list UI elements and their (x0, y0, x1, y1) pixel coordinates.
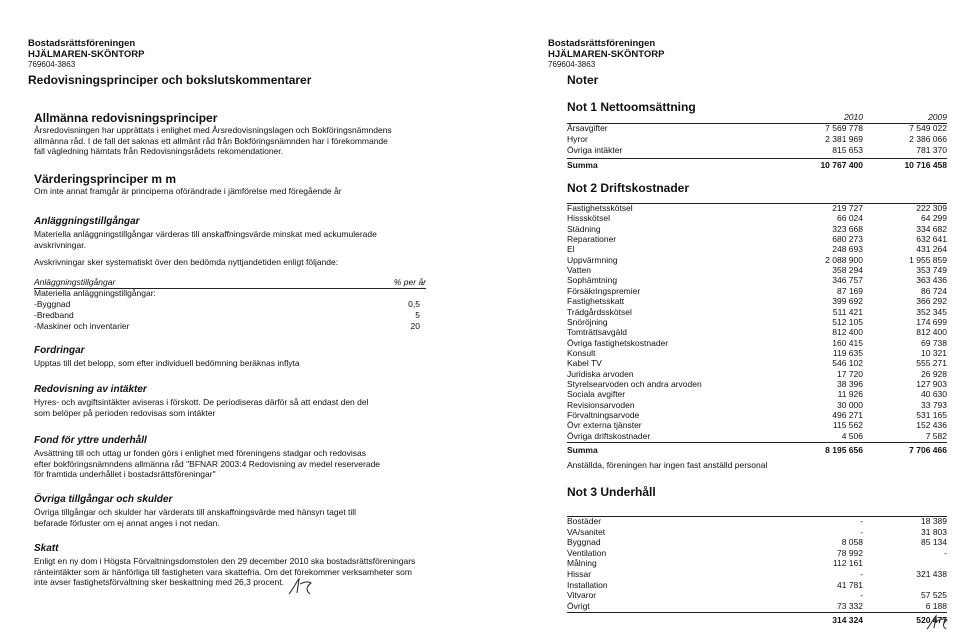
value-2009: 520 477 (916, 615, 947, 626)
value-2010: 399 692 (832, 296, 863, 307)
value-2010: 2 381 969 (825, 134, 863, 145)
note1-years (567, 112, 947, 122)
other-assets-heading: Övriga tillgångar och skulder (34, 494, 173, 505)
left-page-title: Redovisningsprinciper och bokslutskommentarer (28, 73, 312, 87)
other-assets-line-1: Övriga tillgångar och skulder har värderats till anskaffningsvärde med hänsyn taget till (34, 507, 357, 517)
table-row (567, 537, 947, 547)
right-org-line2: HJÄLMAREN-SKÖNTORP (548, 48, 665, 60)
value-2010: 87 169 (837, 285, 863, 296)
other-assets-line-2: befarade förluster om ej annat anges i not nedan. (34, 517, 220, 528)
value-2009: 85 134 (921, 537, 947, 548)
value-2009: 6 188 (925, 600, 947, 611)
row-label: Övrigt (567, 600, 590, 611)
value-2009: 18 389 (921, 516, 947, 526)
total-rule (567, 612, 947, 613)
value-2010: 73 332 (837, 600, 863, 611)
row-label: Revisionsarvoden (567, 399, 635, 410)
receivables-text: Upptas till det belopp, som efter individuell bedömning beräknas inflyta (34, 358, 300, 368)
row-label: Målning (567, 558, 597, 569)
table-row (567, 358, 947, 368)
value-2009: 7 582 (925, 430, 947, 441)
row-label: Reparationer (567, 234, 617, 245)
value-2010: 78 992 (837, 547, 863, 558)
signature-mark-right (924, 614, 952, 632)
table-row (567, 558, 947, 568)
value-2010: 2 088 900 (825, 254, 863, 265)
general-line-2: allmänna råd. I de fall det saknas ett allmänt råd från Bokföringsnämnden har i förekommande (34, 135, 388, 146)
row-value: 5 (415, 310, 420, 320)
receivables-heading: Fordringar (34, 345, 85, 356)
value-2010: 346 757 (832, 275, 863, 286)
row-label: El (567, 244, 575, 255)
note2-heading: Not 2 Driftskostnader (567, 181, 690, 195)
general-heading: Allmänna redovisningsprinciper (34, 111, 218, 125)
value-2009: 33 793 (921, 399, 947, 410)
table-row (567, 516, 947, 526)
value-2009: 7 706 466 (909, 445, 947, 456)
table-row (567, 348, 947, 358)
row-value: 0,5 (408, 299, 420, 309)
right-org-number: 769604-3863 (548, 60, 596, 69)
revenue-heading: Redovisning av intäkter (34, 384, 147, 395)
table-row (567, 317, 947, 327)
value-2009: 363 436 (916, 275, 947, 286)
row-label: Sophämtning (567, 275, 618, 286)
table-row (567, 369, 947, 379)
value-2010: 8 058 (841, 537, 863, 548)
value-2009: 531 165 (916, 410, 947, 420)
row-label: Juridiska arvoden (567, 368, 634, 379)
value-2010: 496 271 (832, 410, 863, 420)
table-row (567, 224, 947, 234)
row-label: Hissskötsel (567, 213, 610, 224)
left-org-number: 769604-3863 (28, 60, 76, 69)
tax-text (34, 556, 415, 588)
fund-line-2: efter bokföringsnämndens allmänna råd "BFNAR 2003:4 Redovisning av medel reserverade (34, 458, 381, 469)
row-label: Byggnad (567, 537, 601, 548)
value-2010: 314 324 (832, 615, 863, 626)
value-2010: 41 781 (837, 579, 863, 590)
value-2010: 160 415 (832, 337, 863, 348)
row-label: Installation (567, 579, 608, 590)
row-label: -Bredband (34, 310, 74, 320)
table-row (34, 299, 426, 309)
depreciation-col-label: Anläggningstillgångar (34, 277, 116, 287)
row-label: VA/sanitet (567, 526, 606, 537)
table-row (567, 379, 947, 389)
value-2010: - (860, 590, 863, 601)
table-row (567, 338, 947, 348)
value-2010: 4 506 (841, 430, 863, 441)
value-2010: 546 102 (832, 358, 863, 369)
table-row (567, 527, 947, 537)
fund-line-3: för framtida underhållet i bostadsrättsföreningar" (34, 469, 216, 479)
fund-text (34, 448, 380, 480)
table-row (567, 286, 947, 296)
row-label: Hissar (567, 569, 592, 579)
table-row (567, 134, 947, 144)
value-2010: 38 396 (837, 378, 863, 389)
value-2010: 11 926 (837, 389, 863, 400)
table-row (567, 213, 947, 223)
value-2009: 26 928 (921, 368, 947, 379)
row-label: Summa (567, 159, 598, 170)
value-2009: 86 724 (921, 285, 947, 296)
value-2010: 323 668 (832, 223, 863, 234)
row-label: Uppvärmning (567, 254, 618, 265)
row-label: Snöröjning (567, 316, 608, 327)
value-2009: 40 630 (921, 389, 947, 400)
value-2009: 10 321 (921, 347, 947, 358)
tax-line-3: inte avser fastighetsförvaltning sker beskattning med 26,3 procent. (34, 577, 284, 587)
value-2010: 512 105 (832, 316, 863, 327)
row-label: Övriga intäkter (567, 145, 623, 156)
value-2009: 352 345 (916, 306, 947, 317)
value-2009: 812 400 (916, 327, 947, 338)
value-2009: 334 682 (916, 223, 947, 234)
row-label: Övriga driftskostnader (567, 430, 651, 441)
value-2009: 57 525 (921, 590, 947, 601)
fixed-assets-line-2: avskrivningar. (34, 239, 86, 250)
table-row (567, 265, 947, 275)
depreciation-header (34, 277, 426, 287)
row-label: Årsavgifter (567, 123, 608, 133)
row-label: -Byggnad (34, 299, 71, 309)
depreciation-group (34, 288, 426, 298)
value-2009: 69 738 (921, 337, 947, 348)
value-2010: 511 421 (832, 306, 863, 317)
depreciation-text: Avskrivningar sker systematiskt över den bedömda nyttjandetiden enligt följande: (34, 257, 339, 267)
row-value: 20 (410, 321, 420, 331)
table-row (567, 275, 947, 285)
table-row (34, 321, 426, 331)
value-2010: 219 727 (832, 203, 863, 213)
value-2010: 812 400 (832, 327, 863, 338)
right-org-line1: Bostadsrättsföreningen (548, 38, 656, 49)
right-org-name (548, 39, 664, 70)
row-label: Trädgårdsskötsel (567, 306, 632, 317)
value-2010: 119 635 (832, 347, 863, 358)
staff-note: Anställda, föreningen har ingen fast anställd personal (567, 460, 768, 470)
table-row (567, 255, 947, 265)
total-rule (567, 442, 947, 443)
depreciation-group-label: Materiella anläggningstillgångar: (34, 288, 156, 298)
right-page-title: Noter (567, 73, 599, 87)
valuation-text: Om inte annat framgår är principerna oförändrade i jämförelse med föregående år (34, 186, 342, 196)
table-row (567, 400, 947, 410)
signature-mark (286, 576, 316, 598)
revenue-line-2: som belöper på perioden redovisas som intäkter (34, 407, 216, 418)
table-row (567, 123, 947, 133)
value-2010: 8 195 656 (825, 445, 863, 456)
value-2009: 353 749 (916, 265, 947, 276)
value-2009: 127 903 (916, 378, 947, 389)
table-row (567, 296, 947, 306)
value-2010: 10 767 400 (820, 159, 863, 170)
revenue-line-1: Hyres- och avgiftsintäkter aviseras i förskott. De periodiseras därför så att endast den del (34, 397, 369, 407)
total-row (567, 445, 947, 455)
value-2010: 7 569 778 (825, 123, 863, 133)
value-2009: 174 699 (916, 316, 947, 327)
total-row (567, 160, 947, 170)
note3-heading: Not 3 Underhåll (567, 485, 656, 499)
value-2010: - (860, 516, 863, 526)
fund-heading: Fond för yttre underhåll (34, 435, 147, 446)
row-label: Konsult (567, 347, 596, 358)
value-2009: 222 309 (916, 203, 947, 213)
table-row (567, 234, 947, 244)
valuation-heading: Värderingsprinciper m m (34, 172, 177, 186)
value-2010: 115 562 (832, 420, 863, 431)
left-org-line1: Bostadsrättsföreningen (28, 38, 136, 49)
value-2010: 112 161 (832, 558, 863, 569)
value-2009: 1 955 859 (909, 254, 947, 265)
value-2009: 431 264 (916, 244, 947, 255)
value-2010: 358 294 (832, 265, 863, 276)
value-2009: 781 370 (916, 145, 947, 156)
tax-line-1: Enligt en ny dom i Högsta Förvaltningsdomstolen den 29 december 2010 ska bostadsrättsföreningars (34, 556, 416, 566)
row-label: Tomträttsavgäld (567, 327, 627, 338)
table-row (567, 203, 947, 213)
value-2010: 66 024 (837, 213, 863, 224)
value-2010: 17 720 (837, 368, 863, 379)
row-label: Hyror (567, 134, 588, 145)
note1-year1: 2010 (844, 112, 863, 122)
row-label: -Maskiner och inventarier (34, 321, 130, 331)
table-row (567, 389, 947, 399)
row-label: Övr externa tjänster (567, 420, 642, 431)
table-row (567, 601, 947, 611)
revenue-text (34, 397, 369, 418)
row-label: Ventilation (567, 547, 607, 558)
table-row (567, 410, 947, 420)
other-assets-text (34, 507, 356, 528)
total-rule (567, 158, 947, 159)
left-org-line2: HJÄLMAREN-SKÖNTORP (28, 48, 145, 60)
value-2009: 10 716 458 (904, 159, 947, 170)
general-text (34, 125, 392, 157)
value-2009: 31 803 (921, 526, 947, 537)
row-label: Fastighetsskatt (567, 296, 625, 307)
fund-line-1: Avsättning till och uttag ur fonden görs i enlighet med föreningens stadgar och redovisas (34, 448, 367, 458)
fixed-assets-line-1: Materiella anläggningstillgångar värderas till anskaffningsvärde minskat med ackumulerade (34, 229, 377, 239)
value-2010: 680 273 (832, 234, 863, 245)
row-label: Vitvaror (567, 590, 597, 601)
table-row (567, 580, 947, 590)
general-line-3: fall vägledning hämtats från Redovisningsrådets rekomendationer. (34, 146, 284, 156)
row-label: Sociala avgifter (567, 389, 626, 400)
general-line-1: Årsredovisningen har upprättats i enlighet med Årsredovisningslagen och Bokföringsnämndens (34, 125, 392, 135)
depreciation-col-value: % per år (393, 277, 426, 287)
row-label: Summa (567, 445, 598, 456)
row-label: Fastighetsskötsel (567, 203, 633, 213)
tax-line-2: ränteintäkter som är hänförliga till fastigheten vara skattefria. Om det förekommer verksamheter som (34, 566, 412, 577)
table-row (567, 569, 947, 579)
left-org-name (28, 39, 144, 70)
value-2010: - (860, 526, 863, 537)
row-label: Städning (567, 223, 601, 234)
value-2010: 30 000 (837, 399, 863, 410)
value-2010: 248 693 (832, 244, 863, 255)
value-2009: 366 292 (916, 296, 947, 307)
row-label: Bostäder (567, 516, 602, 526)
table-row (567, 307, 947, 317)
value-2009: 555 271 (916, 358, 947, 369)
table-row (567, 548, 947, 558)
value-2009: 321 438 (916, 569, 947, 579)
total-row (567, 615, 947, 625)
value-2009: 632 641 (916, 234, 947, 245)
row-label: Förvaltningsarvode (567, 410, 640, 420)
row-label: Kabel TV (567, 358, 602, 369)
table-row (567, 590, 947, 600)
row-label: Försäkringspremier (567, 285, 641, 296)
table-row (34, 310, 426, 320)
value-2009: - (944, 547, 947, 558)
note1-heading: Not 1 Nettoomsättning (567, 100, 696, 114)
row-label: Styrelsearvoden och andra arvoden (567, 378, 702, 389)
row-label: Övriga fastighetskostnader (567, 337, 669, 348)
value-2009: 7 549 022 (909, 123, 947, 133)
value-2010: - (860, 569, 863, 579)
value-2010: 815 653 (832, 145, 863, 156)
table-row (567, 431, 947, 441)
table-row (567, 244, 947, 254)
tax-heading: Skatt (34, 543, 59, 554)
note1-year2: 2009 (928, 112, 947, 122)
table-row (567, 327, 947, 337)
value-2009: 152 436 (916, 420, 947, 431)
value-2009: 64 299 (921, 213, 947, 224)
table-row (567, 420, 947, 430)
table-row (567, 145, 947, 155)
fixed-assets-heading: Anläggningstillgångar (34, 216, 140, 227)
value-2009: 2 386 066 (909, 134, 947, 145)
fixed-assets-text (34, 229, 377, 250)
row-label: Vatten (567, 265, 591, 276)
